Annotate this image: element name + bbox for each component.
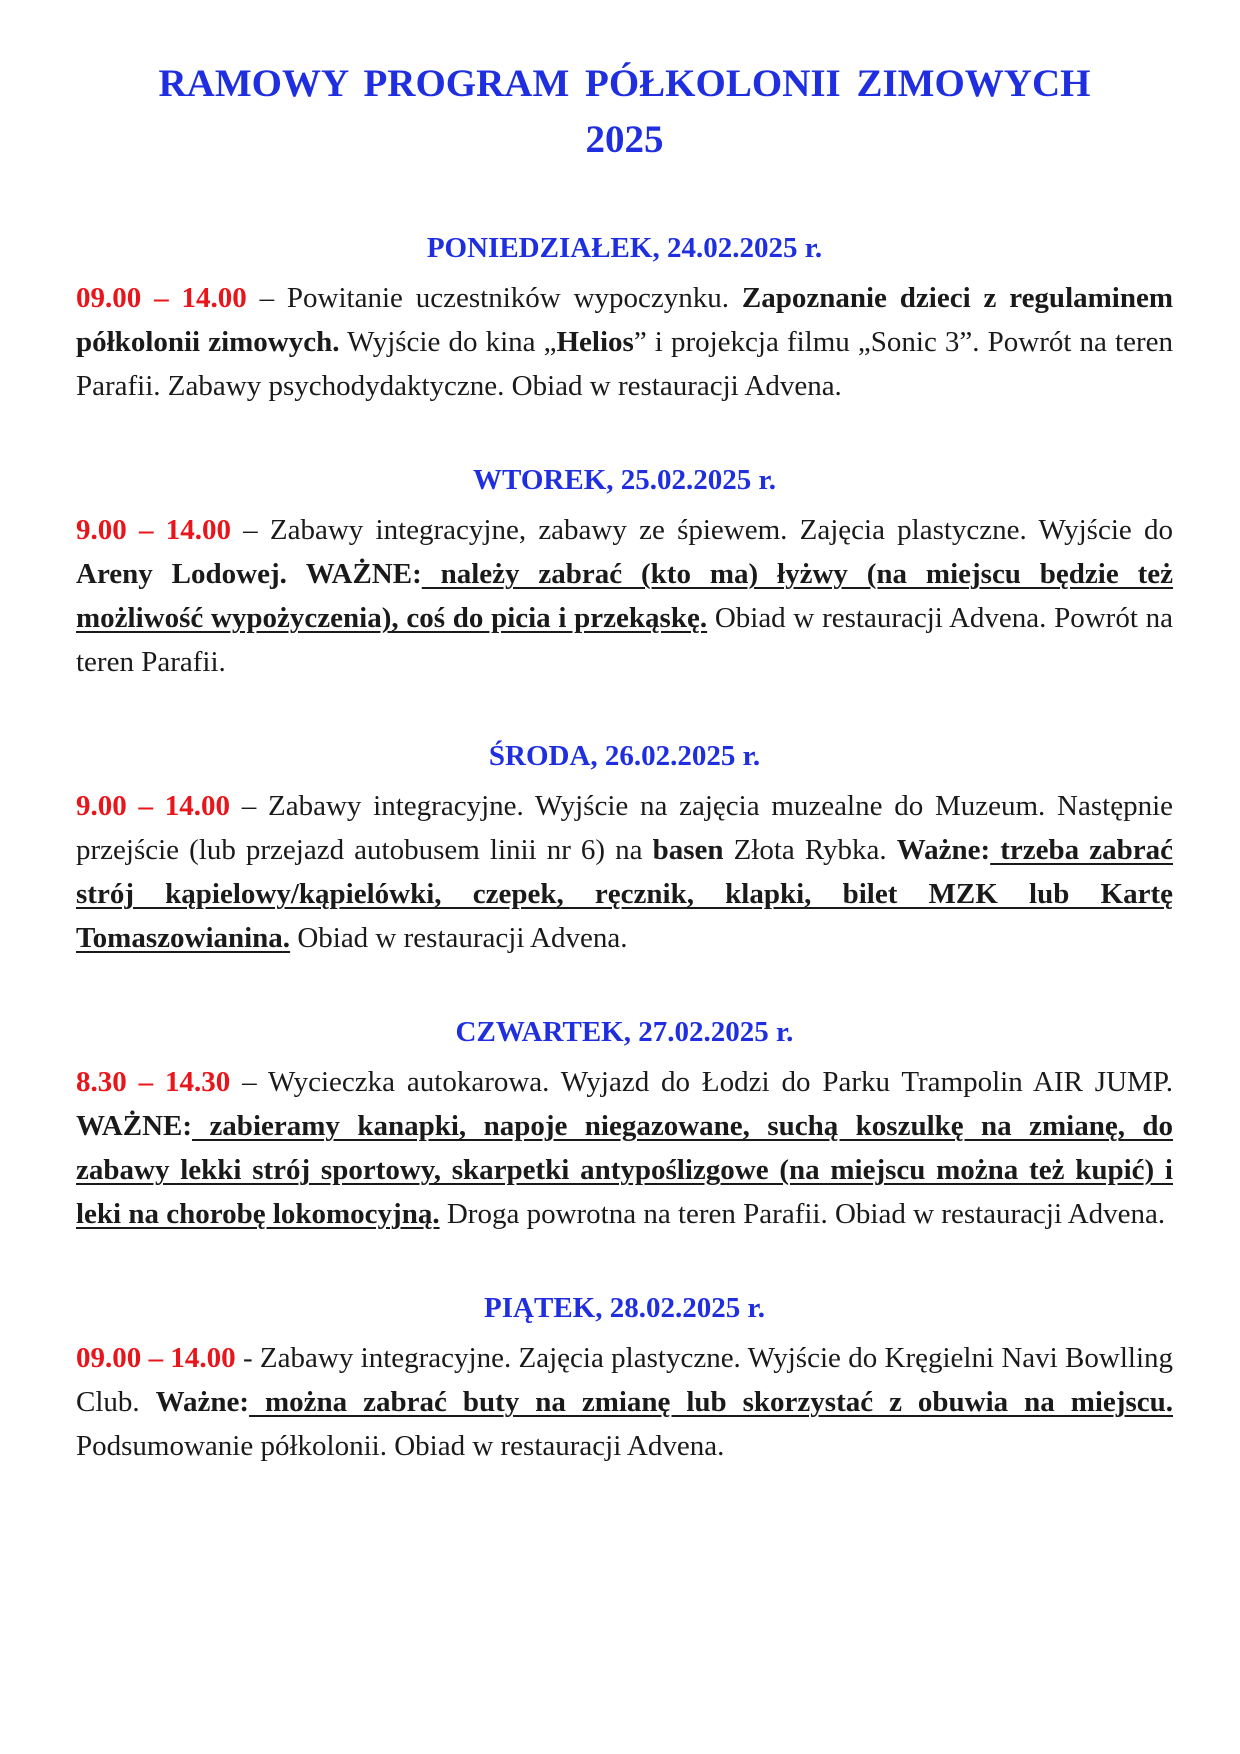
day-description (76, 1336, 1173, 1468)
bold-segment: Zapoznanie dzieci z regulaminem półkolonii zimowych. (76, 282, 1173, 358)
text-segment: Droga powrotna na teren Parafii. Obiad w restauracji Advena. (439, 1198, 1166, 1230)
day-section-tuesday (76, 460, 1173, 684)
day-heading: PONIEDZIAŁEK, 24.02.2025 r. (426, 232, 823, 264)
text-segment (287, 558, 306, 590)
day-heading: WTOREK, 25.02.2025 r. (473, 464, 776, 496)
text-segment: Obiad w restauracji Advena. (290, 922, 628, 954)
important-label: Ważne: (896, 834, 991, 866)
day-description (76, 784, 1173, 960)
important-label: WAŻNE: (76, 1110, 193, 1142)
text-segment: - Zabawy integracyjne. Zajęcia plastyczne. Wyjście do Kręgielni Navi Bowlling Club. (76, 1342, 1173, 1418)
time-range: 8.30 – 14.30 (76, 1066, 231, 1098)
text-segment: – Wycieczka autokarowa. Wyjazd do Łodzi do Parku Trampolin AIR JUMP. (230, 1066, 1173, 1098)
important-note: trzeba zabrać strój kąpielowy/kąpielówki, czepek, ręcznik, klapki, bilet MZK lub Kartę Tomaszowianina. (76, 834, 1173, 954)
important-note: zabieramy kanapki, napoje niegazowane, suchą koszulkę na zmianę, do zabawy lekki strój sportowy, skarpetki antypoślizgowe (na miejscu można też kupić) i leki na chorobę lokomocyjną. (76, 1110, 1173, 1230)
text-segment: – Zabawy integracyjne, zabawy ze śpiewem. Zajęcia plastyczne. Wyjście do (230, 514, 1173, 546)
text-segment: – Zabawy integracyjne. Wyjście na zajęcia muzealne do Muzeum. Następnie przejście (lub przejazd autobusem linii nr 6) na (76, 790, 1174, 866)
time-range: 09.00 – 14.00 (76, 1342, 236, 1374)
day-heading: CZWARTEK, 27.02.2025 r. (455, 1016, 794, 1048)
day-section-thursday (76, 1012, 1173, 1236)
text-segment: – Powitanie uczestników wypoczynku. (246, 282, 742, 314)
day-description (76, 1060, 1173, 1236)
day-description (76, 276, 1173, 408)
text-segment: Wyjście do kina „ (339, 326, 557, 358)
text-segment: ” i projekcja filmu „Sonic 3”. Powrót na teren Parafii. Zabawy psychodydaktyczne. Obiad w restauracji Advena. (76, 326, 1173, 402)
time-range: 9.00 – 14.00 (76, 790, 231, 822)
title-line-1: RAMOWY PROGRAM PÓŁKOLONII ZIMOWYCH (158, 62, 1091, 105)
day-heading: ŚRODA, 26.02.2025 r. (488, 740, 761, 772)
time-range: 09.00 – 14.00 (76, 282, 247, 314)
day-description (76, 508, 1173, 684)
day-section-monday (76, 228, 1173, 408)
important-note: należy zabrać (kto ma) łyżwy (na miejscu będzie też możliwość wypożyczenia), coś do picia i przekąskę. (76, 558, 1174, 634)
text-segment: Podsumowanie półkolonii. Obiad w restauracji Advena. (76, 1430, 725, 1462)
day-section-friday (76, 1288, 1173, 1468)
important-note: można zabrać buty na zmianę lub skorzystać z obuwia na miejscu. (249, 1386, 1173, 1418)
bold-segment: basen (652, 834, 724, 866)
day-section-wednesday (76, 736, 1173, 960)
document-title (76, 56, 1173, 168)
important-label: WAŻNE: (305, 558, 422, 590)
bold-segment: Areny Lodowej. (76, 558, 287, 590)
text-segment: Obiad w restauracji Advena. Powrót na teren Parafii. (76, 602, 1173, 678)
important-label: Ważne: (155, 1386, 250, 1418)
title-line-2: 2025 (585, 118, 664, 161)
text-segment: Złota Rybka. (723, 834, 897, 866)
bold-segment: Helios (556, 326, 634, 358)
day-heading: PIĄTEK, 28.02.2025 r. (484, 1292, 765, 1324)
time-range: 9.00 – 14.00 (76, 514, 231, 546)
